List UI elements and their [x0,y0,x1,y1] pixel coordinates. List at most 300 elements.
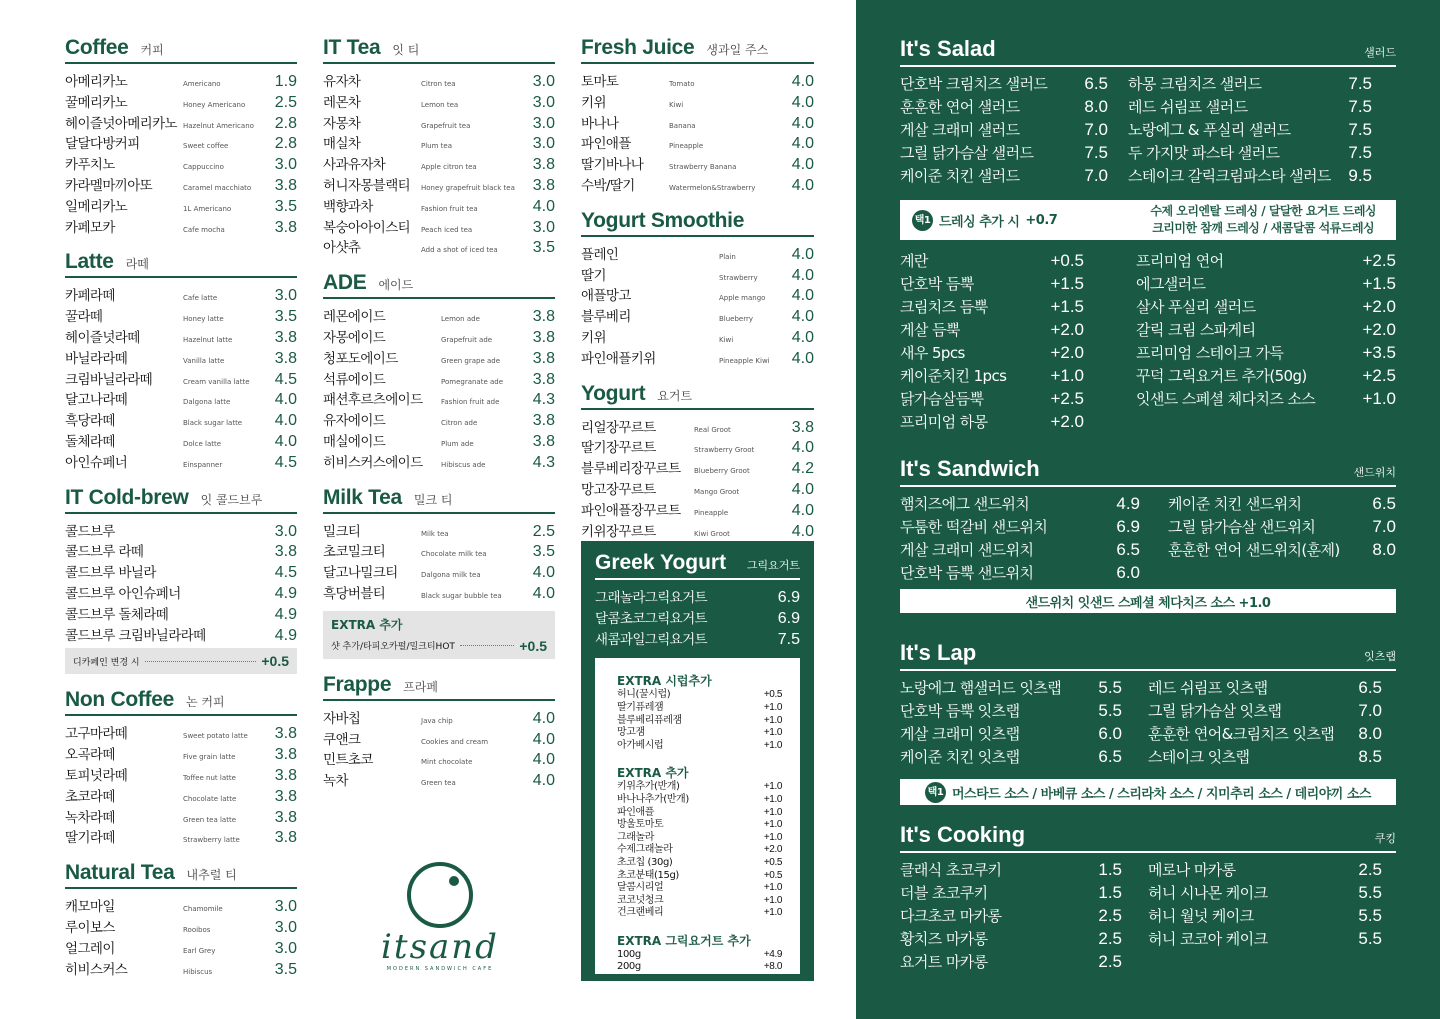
menu-item [581,264,814,285]
item-subtitle: Mango Groot [694,487,740,496]
menu-item [1136,273,1396,296]
item-name: 허니 코코아 케이크 [1148,930,1268,948]
noncoffee-subtitle: 논 커피 [186,695,225,710]
menu-item [581,70,814,91]
item-name: 파인애플장꾸르트 [581,502,681,519]
menu-item [900,493,1140,516]
extra-name: 달콤시리얼 [617,882,664,894]
item-subtitle: Earl Grey [183,946,216,955]
menu-item [1148,882,1382,905]
item-subtitle: Strawberry latte [183,836,240,845]
item-price: 6.5 [1084,74,1108,93]
item-price: 3.0 [274,522,297,540]
item-price: 2.5 [532,522,555,540]
milktea-header [323,486,555,514]
item-name: 레드 쉬림프 잇츠랩 [1148,679,1268,697]
item-name: 두 가지맛 파스타 샐러드 [1128,144,1280,162]
item-subtitle: Rooibos [183,925,211,934]
item-subtitle: Banana [669,121,696,130]
item-price: +2.5 [1362,366,1396,385]
item-price: 5.5 [1358,906,1382,925]
menu-item [900,119,1108,142]
item-price: 3.8 [274,766,297,784]
item-name: 꿀메리카노 [65,94,128,111]
item-name: 콜드브루 라떼 [65,544,144,561]
item-price: 4.0 [791,501,814,519]
item-name: 돌체라떼 [65,433,115,450]
item-name: 케이준 치킨 샐러드 [900,167,1020,185]
lap-header [900,640,1396,671]
item-price: 3.8 [274,829,297,847]
item-name: 새우 5pcs [900,344,965,362]
menu-item [65,582,297,603]
item-price: 3.8 [532,370,555,388]
extra-item [617,740,782,753]
menu-item [1136,388,1396,411]
item-name: 바닐라라떼 [65,350,128,367]
extra-price: +1.0 [763,907,782,919]
item-subtitle: Hibiscus ade [441,460,486,469]
menu-item [900,700,1122,723]
greek-yogurt-subtitle: 그릭요거트 [746,559,800,572]
extra-name: 허니(꿀시럽) [617,689,671,701]
item-price: 3.0 [274,939,297,957]
section-ittea [323,36,555,257]
cooking-header [900,822,1396,853]
menu-item [581,457,814,478]
extra-item [617,857,782,870]
salad-grid [900,73,1396,188]
item-price: +2.0 [1362,297,1396,316]
menu-item [323,368,555,389]
item-name: 메로나 마카롱 [1148,861,1236,879]
menu-item [581,520,814,541]
menu-item [323,520,555,541]
item-price: 4.5 [274,564,297,582]
extra-item [617,870,782,883]
item-name: 게살 크래미 샐러드 [900,121,1020,139]
frappe-subtitle: 프라페 [403,679,438,694]
lap-sauce-label: 머스타드 소스 / 바베큐 소스 / 스리라차 소스 / 지미추리 소스 / 데리야끼 소스 [951,786,1371,802]
item-price: 4.0 [791,308,814,326]
milktea-subtitle: 밀크 티 [413,492,453,507]
item-name: 프리미엄 연어 [1136,252,1224,270]
addon-right-list [1136,250,1396,434]
item-subtitle: Apple citron tea [421,163,477,172]
menu-item [323,707,555,728]
item-price: 3.8 [532,412,555,430]
item-name: 토피넛라떼 [65,767,128,784]
item-name: 녹차라떼 [65,809,115,826]
item-price: 3.5 [274,308,297,326]
addon-left-list [900,250,1084,434]
item-subtitle: Fashion fruit tea [421,204,478,213]
logo-wordmark: itsand [381,927,499,967]
item-price: +2.0 [1050,320,1084,339]
item-name: 콜드브루 아인슈페너 [65,585,181,602]
section-cooking [900,822,1396,974]
item-price: 5.5 [1098,678,1122,697]
extra-price: +1.0 [763,739,782,751]
menu-item [65,91,297,112]
item-name: 카라멜마끼아또 [65,177,153,194]
item-price: 4.0 [532,751,555,769]
menu-item [581,132,814,153]
item-subtitle: Hazelnut latte [183,335,233,344]
item-name: 아인슈페너 [65,454,128,471]
item-subtitle: Chamomile [183,905,223,914]
menu-item [323,769,555,790]
item-name: 단호박 듬뿍 잇츠랩 [900,702,1020,720]
extra-name: 파인애플 [617,806,655,818]
extra-price: +1.0 [763,714,782,726]
item-price: +2.5 [1362,251,1396,270]
extra-item [617,794,782,807]
frappe-title: Frappe [323,672,392,696]
salad-subtitle: 샐러드 [1364,46,1396,59]
menu-item [900,273,1084,296]
greek-item [595,607,800,628]
item-price: 4.5 [274,370,297,388]
section-milktea [323,486,555,659]
menu-item [1136,365,1396,388]
menu-item [581,326,814,347]
item-subtitle: Cappuccino [183,163,224,172]
item-subtitle: Citron tea [421,80,456,88]
item-name: 게살 크래미 잇츠랩 [900,725,1020,743]
item-subtitle: Sweet coffee [183,142,229,151]
smoothie-title: Yogurt Smoothie [581,208,745,232]
item-price: 4.0 [791,93,814,111]
extra-name: 수제그래놀라 [617,844,673,856]
item-price: 2.5 [1098,952,1122,971]
item-price: 4.0 [532,730,555,748]
menu-item [323,91,555,112]
extra-item [617,807,782,820]
menu-item [65,895,297,916]
item-price: 1.5 [1098,860,1122,879]
menu-item [900,516,1140,539]
item-name: 매실에이드 [323,433,386,450]
item-name: 아메리카노 [65,74,128,90]
item-name: 허니 월넛 케이크 [1148,907,1254,925]
item-price: 3.0 [532,73,555,90]
item-price: 2.5 [274,93,297,111]
yogurt-header [581,382,814,410]
item-name: 녹차 [323,773,348,790]
item-price: 7.0 [1372,517,1396,536]
item-name: 에그샐러드 [1136,275,1206,293]
menu-item [65,430,297,451]
item-subtitle: Grapefruit ade [441,335,493,344]
item-subtitle: Pomegranate ade [441,377,504,386]
item-name: 고구마라떼 [65,726,128,743]
menu-item [900,882,1122,905]
extra-name: 바나나추가(반개) [617,793,689,805]
item-price: 6.0 [1098,724,1122,743]
item-subtitle: Milk tea [421,529,449,538]
item-name: 애플망고 [581,288,631,305]
item-price: 6.5 [1116,540,1140,559]
logo-circle-icon [407,862,473,928]
menu-item [1136,296,1396,319]
menu-item [1148,859,1382,882]
menu-item [581,112,814,133]
item-price: 3.8 [532,349,555,367]
item-name: 망고장꾸르트 [581,481,656,498]
menu-item [900,859,1122,882]
naturaltea-subtitle: 내추럴 티 [186,868,237,883]
item-name: 카푸치노 [65,157,115,174]
item-price: +2.0 [1050,412,1084,431]
latte-title: Latte [65,250,114,274]
menu-item [65,806,297,827]
extra-name: 초코칩 (30g) [617,856,673,868]
item-name: 레드 쉬림프 샐러드 [1128,98,1248,116]
menu-item [323,582,555,603]
item-name: 케이준치킨 1pcs [900,367,1007,385]
item-price: 2.5 [1358,860,1382,879]
item-name: 더블 초코쿠키 [900,884,988,902]
item-price: 3.5 [274,197,297,215]
item-price: 5.5 [1358,883,1382,902]
item-name: 황치즈 마카롱 [900,930,988,948]
milktea-title: Milk Tea [323,485,402,509]
menu-item [323,153,555,174]
cooking-left-list [900,859,1122,974]
item-price: 4.5 [274,453,297,471]
menu-item [65,540,297,561]
item-price: 3.5 [274,960,297,978]
item-name: 히비스커스에이드 [323,454,423,471]
menu-item [65,153,297,174]
item-price: 6.9 [777,609,800,627]
item-name: 키위 [581,329,606,346]
item-price: 4.0 [791,439,814,457]
item-subtitle: Dolce latte [183,439,222,448]
item-subtitle: Cream vanilla latte [183,377,250,386]
yogurt-title: Yogurt [581,381,646,405]
menu-item [1136,342,1396,365]
item-subtitle: Einspanner [183,460,223,469]
extra-price: +0.5 [763,856,782,868]
item-subtitle: Real Groot [694,425,731,434]
menu-item [581,416,814,437]
item-name: 훈훈한 연어&크림치즈 잇츠랩 [1148,725,1335,743]
lap-subtitle: 잇츠랩 [1364,650,1396,663]
item-name: 오곡라떼 [65,747,115,764]
salad-title: It's Salad [900,36,996,61]
item-price: 3.8 [532,156,555,174]
item-name: 훈훈한 연어 샐러드 [900,98,1020,116]
item-price: 3.8 [274,328,297,346]
item-subtitle: 1L Americano [183,204,232,213]
menu-item [1136,250,1396,273]
item-subtitle: Mint chocolate [421,758,473,767]
menu-item [900,562,1140,585]
item-subtitle: Sweet potato latte [183,732,248,741]
item-name: 루이보스 [65,919,115,936]
extra-price: +1.0 [763,781,782,793]
menu-item [323,561,555,582]
menu-item [1168,539,1396,562]
item-subtitle: Honey grapefruit black tea [421,183,515,192]
item-name: 밀크티 [323,523,361,540]
item-price: 4.0 [791,480,814,498]
menu-item [65,388,297,409]
salad-right-list [1128,73,1372,188]
item-subtitle: Honey latte [183,315,224,324]
menu-item [1128,96,1372,119]
item-subtitle: Cookies and cream [421,737,489,746]
menu-item [323,540,555,561]
ittea-title: IT Tea [323,36,381,59]
item-name: 그릴 닭가슴살 샌드위치 [1168,518,1316,536]
item-name: 파인애플 [581,136,631,153]
menu-item [65,70,297,91]
item-name: 달고나라떼 [65,392,128,409]
item-price: 6.5 [1372,494,1396,513]
item-price: +1.0 [1050,366,1084,385]
extra-item [617,895,782,908]
extra-price: +1.0 [763,701,782,713]
ade-title: ADE [323,271,367,295]
item-name: 햄치즈에그 샌드위치 [900,495,1030,513]
item-name: 단호박 크림치즈 샐러드 [900,75,1048,93]
greek-extra-title: EXTRA 그릭요거트 추가 [617,933,751,948]
menu-item [323,174,555,195]
coldbrew-title: IT Cold-brew [65,485,189,509]
item-price: 6.5 [1098,747,1122,766]
ade-subtitle: 에이드 [378,278,414,293]
menu-item [581,243,814,264]
item-price: 3.0 [274,918,297,936]
item-price: 4.0 [274,432,297,450]
menu-item [323,305,555,326]
sandwich-header [900,456,1396,487]
extra-name: 딸기퓨레잼 [617,701,664,713]
item-price: 8.0 [1358,724,1382,743]
item-price: +3.5 [1362,343,1396,362]
item-name: 허니 시나몬 케이크 [1148,884,1268,902]
item-name: 달콤초코그릭요거트 [595,610,707,627]
item-subtitle: Add a shot of iced tea [421,246,498,255]
yogurt-subtitle: 요거트 [657,388,693,403]
item-price: 2.5 [1098,906,1122,925]
item-price: 3.8 [274,787,297,805]
item-price: +1.5 [1050,297,1084,316]
item-name: 훈훈한 연어 샌드위치(훈제) [1168,541,1340,559]
milktea-extra-label: 샷 추가/타피오카펄/밀크티HOT [331,642,455,653]
cooking-right-list [1148,859,1382,974]
item-subtitle: Blueberry Groot [694,467,750,476]
menu-column-2 [323,36,555,804]
naturaltea-header [65,861,297,889]
item-subtitle: Green tea latte [183,815,237,824]
item-price: 3.0 [532,135,555,153]
extra-item [617,832,782,845]
item-price: 3.8 [274,176,297,194]
item-price: 3.8 [274,218,297,236]
item-price: 4.3 [532,391,555,409]
item-subtitle: Hibiscus [183,967,213,976]
extra-price: +8.0 [763,961,782,973]
extra-price: +1.0 [763,819,782,831]
item-name: 바나나 [581,115,619,132]
menu-item [65,958,297,979]
item-price: +1.5 [1050,274,1084,293]
item-name: 크림바닐라라떼 [65,371,153,388]
item-name: 콜드브루 바닐라 [65,565,156,582]
menu-item [323,748,555,769]
extra-price: +1.0 [763,793,782,805]
extra-name: 200g [617,961,641,973]
salad-left-list [900,73,1108,188]
item-name: 쿠앤크 [323,731,361,748]
menu-item [323,236,555,257]
coldbrew-subtitle: 잇 콜드브루 [200,492,263,507]
salad-addon-grid [900,250,1396,434]
item-subtitle: Apple mango [719,294,766,303]
item-name: 카페라떼 [65,288,115,305]
menu-item [581,436,814,457]
menu-item [1148,723,1382,746]
item-subtitle: Honey Americano [183,100,246,109]
item-price: 4.0 [791,135,814,153]
item-subtitle: Pineapple [669,142,704,151]
item-price: 4.0 [274,391,297,409]
item-name: 프리미엄 하몽 [900,413,988,431]
menu-item [1148,700,1382,723]
noncoffee-header [65,688,297,716]
latte-subtitle: 라떼 [125,257,149,272]
item-name: 백향과차 [323,198,373,215]
choose-one-badge: 택1 [912,210,933,231]
extra-price: +1.0 [763,727,782,739]
menu-item [900,539,1140,562]
item-price: +2.0 [1362,320,1396,339]
menu-item [900,411,1084,434]
item-price: 3.0 [274,156,297,174]
menu-item [323,70,555,91]
item-price: 2.5 [1098,929,1122,948]
item-subtitle: Green tea [421,779,456,788]
menu-item [323,388,555,409]
greek-yogurt-panel [581,541,814,981]
coffee-header [65,36,297,64]
item-name: 초코라떼 [65,788,115,805]
milktea-extra-price: +0.5 [519,637,547,654]
extra-name: 키위추가(반개) [617,781,680,793]
item-name: 흑당버블티 [323,585,386,602]
item-name: 키위장꾸르트 [581,523,656,540]
menu-item [581,478,814,499]
item-name: 콜드브루 돌체라떼 [65,606,169,623]
item-price: 4.0 [791,266,814,284]
greek-yogurt-header [595,551,800,580]
syrup-extra-title: EXTRA 시럽추가 [617,674,712,689]
item-subtitle: Vanilla latte [183,356,225,365]
coffee-subtitle: 커피 [140,43,164,57]
item-price: 4.0 [791,328,814,346]
item-name: 콜드브루 [65,523,115,540]
menu-item [900,905,1122,928]
dressing-label: 드레싱 추가 시 [939,214,1020,230]
salad-header [900,36,1396,67]
item-name: 살사 푸실리 샐러드 [1136,298,1256,316]
item-price: 3.8 [274,725,297,743]
item-price: 2.8 [274,135,297,153]
